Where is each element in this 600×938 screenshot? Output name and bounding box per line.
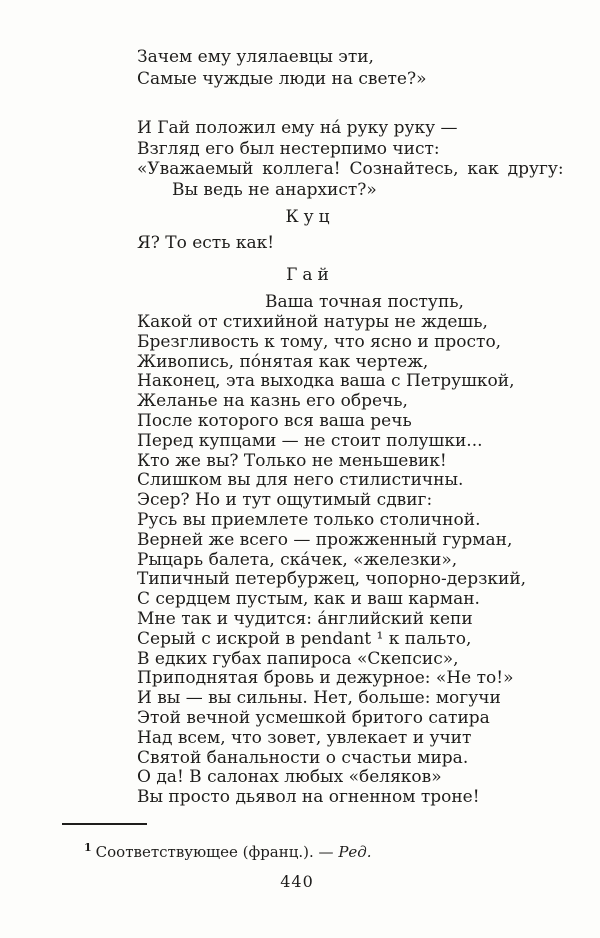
gai-speech-lines	[137, 313, 526, 808]
speaker-name-kuts: Куц	[285, 207, 335, 227]
poem-line: Мне так и чудится: а́нглийский кепи	[137, 608, 473, 629]
verse-line: Вы ведь не анархист?»	[172, 179, 377, 200]
poem-line: Какой от стихийной натуры не ждешь,	[137, 312, 488, 332]
kuts-reply-line: Я? То есть как!	[137, 233, 275, 253]
footnote	[84, 841, 372, 861]
stanza-narrator-1	[137, 46, 427, 90]
page-number: 440	[280, 872, 314, 891]
footnote-ref: Ред.	[338, 843, 372, 861]
poem-line: В едких губах папироса «Скепсис»,	[137, 648, 459, 669]
footnote-text: Соответствующее (франц.). —	[95, 843, 339, 861]
poem-line: Над всем, что зовет, увлекает и учит	[137, 727, 472, 748]
poem-line: Кто же вы? Только не меньшевик!	[137, 450, 447, 471]
poem-line: Этой вечной усмешкой бритого сатира	[137, 707, 490, 728]
verse-line: «Уважаемый коллега! Сознайтесь, как другу:	[137, 159, 564, 180]
poem-line: Перед купцами — не стоит полушки...	[137, 430, 483, 451]
poem-line: Серый с искрой в pendant ¹ к пальто,	[137, 628, 472, 649]
poem-line: Желанье на казнь его обречь,	[137, 391, 408, 412]
poem-line: Слишком вы для него стилистичны.	[137, 470, 464, 491]
footnote-rule	[62, 823, 147, 825]
verse-line: Самые чуждые люди на свете?»	[137, 69, 427, 89]
poem-line: О да! В салонах любых «беляков»	[137, 767, 442, 788]
poem-line: С сердцем пустым, как и ваш карман.	[137, 589, 480, 610]
verse-line: Зачем ему улялаевцы эти,	[137, 47, 374, 67]
poem-line: Наконец, эта выходка ваша с Петрушкой,	[137, 371, 515, 392]
poem-line: Приподнятая бровь и дежурное: «Не то!»	[137, 668, 514, 689]
poem-line: Рыцарь балета, ска́чек, «железки»,	[137, 549, 458, 570]
speaker-name-gai: Гай	[286, 265, 334, 285]
poem-line: Брезгливость к тому, что ясно и просто,	[137, 331, 502, 352]
gai-opening-line: Ваша точная поступь,	[265, 292, 464, 312]
poem-line: И вы — вы сильны. Нет, больше: могучи	[137, 688, 501, 709]
poem-line: После которого вся ваша речь	[137, 410, 412, 431]
verse-line: Взгляд его был нестерпимо чист:	[137, 138, 440, 159]
verse-line: И Гай положил ему на́ руку руку —	[137, 118, 458, 138]
poem-line: Типичный петербуржец, чопорно-дерзкий,	[137, 569, 527, 590]
poem-line: Вы просто дьявол на огненном троне!	[137, 787, 480, 808]
poem-line: Верней же всего — прожженный гурман,	[137, 529, 513, 550]
poem-line: Русь вы приемлете только столичной.	[137, 509, 481, 530]
footnote-marker: 1	[84, 841, 92, 854]
poem-line: Святой банальности о счастьи мира.	[137, 747, 469, 768]
stanza-narrator-2	[137, 118, 564, 200]
poem-line: Живопись, по́нятая как чертеж,	[137, 351, 429, 372]
poem-line: Эсер? Но и тут ощутимый сдвиг:	[137, 490, 433, 511]
